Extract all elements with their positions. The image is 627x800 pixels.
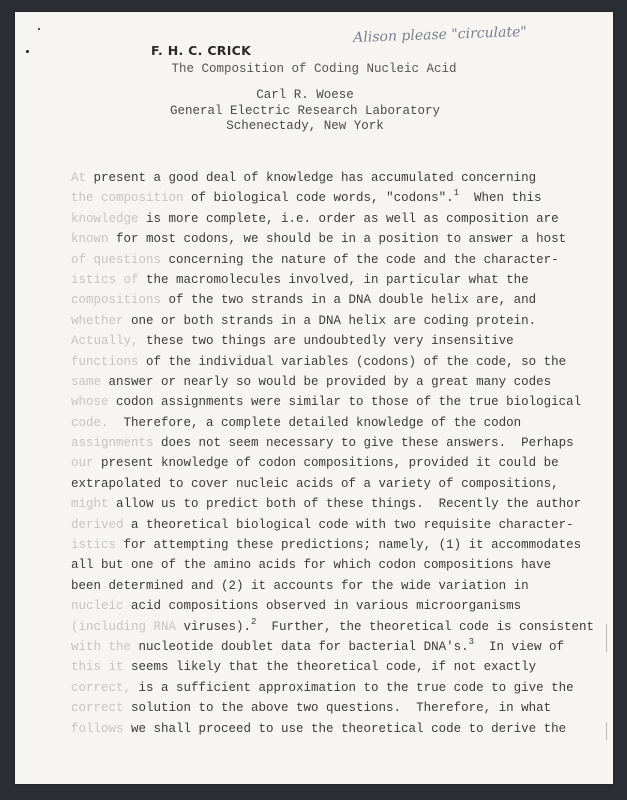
- faded-text: same: [71, 374, 102, 389]
- faded-text: with the: [71, 639, 132, 654]
- line-text: codon assignments were similar to those of the true biological: [108, 395, 582, 410]
- faded-text: compositions: [71, 293, 162, 308]
- faded-text: our: [71, 456, 94, 471]
- faded-text: the composition: [71, 191, 184, 206]
- text-line: [71, 617, 594, 637]
- footnote-ref: 3: [468, 636, 474, 647]
- text-line: [71, 576, 594, 596]
- text-line: [71, 311, 594, 331]
- text-line: [71, 413, 594, 433]
- faded-text: known: [71, 232, 109, 247]
- text-line: [71, 719, 594, 739]
- text-line: [71, 229, 594, 249]
- text-line: [71, 535, 594, 555]
- author-location: Schenectady, New York: [226, 119, 384, 133]
- line-text: nucleotide doublet data for bacterial DNA's.: [131, 639, 469, 654]
- punch-mark: [26, 50, 29, 53]
- faded-text: istics: [71, 538, 117, 553]
- faded-text: (including RNA: [71, 619, 177, 634]
- faded-text: derived: [71, 517, 124, 532]
- line-text-tail: In view of: [473, 639, 564, 654]
- margin-mark: [606, 624, 607, 652]
- faded-text: assignments: [71, 436, 154, 451]
- text-line: [71, 188, 594, 208]
- line-text: the macromolecules involved, in particular what the: [138, 272, 529, 287]
- line-text: concerning the nature of the code and the character-: [161, 252, 559, 267]
- document-page: [15, 12, 613, 784]
- text-line: [71, 168, 594, 188]
- footnote-ref: 2: [251, 616, 257, 627]
- line-text: present a good deal of knowledge has accumulated concerning: [86, 171, 537, 185]
- text-line: [71, 433, 594, 453]
- text-line: [71, 250, 594, 270]
- line-text: all but one of the amino acids for which codon compositions have: [71, 558, 552, 573]
- text-line: [71, 209, 594, 229]
- line-text: of biological code words, "codons".: [183, 191, 454, 206]
- faded-text: whether: [71, 313, 124, 328]
- line-text: a theoretical biological code with two requisite character-: [123, 517, 574, 532]
- text-line: [71, 290, 594, 310]
- faded-text: code.: [71, 415, 109, 430]
- faded-text: correct,: [71, 680, 132, 695]
- handwritten-note: Alison please "circulate": [353, 23, 528, 46]
- document-title: The Composition of Coding Nucleic Acid: [171, 62, 457, 76]
- faded-text: might: [71, 497, 109, 512]
- text-line: [71, 515, 594, 535]
- punch-mark: [38, 28, 40, 30]
- line-text: acid compositions observed in various microorganisms: [123, 599, 522, 614]
- line-text: for attempting these predictions; namely, (1) it accommodates: [116, 538, 582, 553]
- text-line: [71, 596, 594, 616]
- text-line: [71, 352, 594, 372]
- faded-text: whose: [71, 395, 109, 410]
- line-text: extrapolated to cover nucleic acids of a variety of compositions,: [71, 476, 559, 491]
- line-text: is more complete, i.e. order as well as composition are: [138, 211, 559, 226]
- line-text-tail: When this: [458, 191, 542, 206]
- text-line: [71, 331, 594, 351]
- faded-text: correct: [71, 701, 124, 716]
- text-line: [71, 392, 594, 412]
- faded-text: follows: [71, 721, 124, 736]
- text-line: [71, 678, 594, 698]
- line-text: does not seem necessary to give these answers. Perhaps: [153, 436, 574, 451]
- line-text-tail: Further, the theoretical code is consistent: [256, 619, 595, 634]
- text-line: [71, 555, 594, 575]
- text-line: [71, 372, 594, 392]
- name-stamp: F. H. C. CRICK: [151, 43, 252, 58]
- author-affiliation: General Electric Research Laboratory: [169, 104, 441, 118]
- faded-text: this it: [71, 660, 124, 675]
- footnote-ref: 1: [453, 188, 459, 199]
- line-text: is a sufficient approximation to the true code to give the: [131, 680, 574, 695]
- line-text: these two things are undoubtedly very insensitive: [138, 334, 514, 349]
- faded-text: knowledge: [71, 211, 139, 226]
- line-text: for most codons, we should be in a position to answer a host: [108, 232, 567, 247]
- body-paragraph: [71, 168, 594, 739]
- text-line: [71, 474, 594, 494]
- line-text: allow us to predict both of these things. Recently the author: [108, 497, 582, 512]
- text-line: [71, 637, 594, 657]
- faded-text: functions: [71, 354, 139, 369]
- faded-text: nucleic: [71, 599, 124, 614]
- line-text: Therefore, a complete detailed knowledge of the codon: [108, 415, 522, 430]
- text-line: [71, 453, 594, 473]
- text-line: [71, 494, 594, 514]
- line-text: solution to the above two questions. Therefore, in what: [123, 701, 552, 716]
- faded-text: of questions: [71, 252, 162, 267]
- text-line: [71, 698, 594, 718]
- line-text: one or both strands in a DNA helix are coding protein.: [123, 313, 537, 328]
- text-line: [71, 657, 594, 677]
- line-text: of the two strands in a DNA double helix are, and: [161, 293, 537, 308]
- line-text: present knowledge of codon compositions, provided it could be: [93, 456, 559, 471]
- text-line: [71, 270, 594, 290]
- author-name: Carl R. Woese: [256, 88, 354, 102]
- faded-text: Actually,: [71, 334, 139, 349]
- faded-text: istics of: [71, 272, 139, 287]
- line-text: answer or nearly so would be provided by a great many codes: [101, 374, 552, 389]
- faded-text: At: [71, 171, 87, 185]
- line-text: of the individual variables (codons) of the code, so the: [138, 354, 567, 369]
- line-text: we shall proceed to use the theoretical code to derive the: [123, 721, 567, 736]
- line-text: been determined and (2) it accounts for the wide variation in: [71, 578, 529, 593]
- line-text: viruses).: [176, 619, 252, 634]
- margin-mark: [606, 722, 607, 740]
- line-text: seems likely that the theoretical code, if not exactly: [123, 660, 537, 675]
